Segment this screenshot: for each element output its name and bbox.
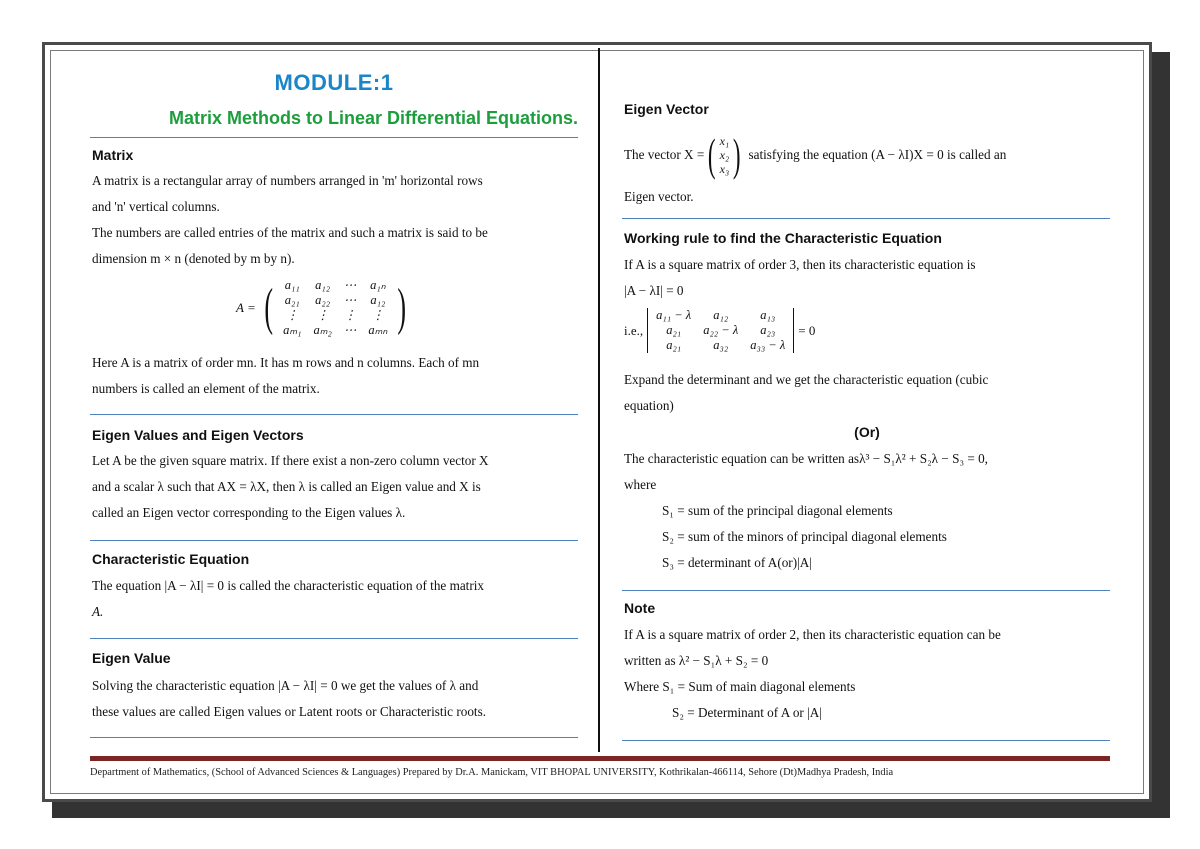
vector-entry: x₂ [719,148,730,162]
matrix-cell: a₂₂ [315,293,331,307]
section-rule [90,540,578,541]
matrix-cell: ⋯ [343,278,357,292]
or-label: (Or) [854,424,880,440]
matrix-cell: ⋮ [371,308,385,322]
module-subtitle: Matrix Methods to Linear Differential Equations. [168,108,578,128]
footer-bar [90,756,1110,761]
section-rule [90,414,578,415]
column-divider [598,48,600,752]
determinant-cell: a₃₂ [713,338,729,352]
vector-entry: x₁ [719,134,730,148]
eigen-heading: Eigen Values and Eigen Vectors [92,427,304,443]
section-rule [622,590,1110,591]
determinant-cell: a₁₃ [760,308,776,322]
matrix-cell: ⋮ [286,308,299,322]
section-rule [90,737,578,738]
note-heading: Note [624,600,656,616]
matrix-cell: ⋮ [316,308,329,322]
matrix-cell: ⋯ [343,293,357,307]
working-rule-heading: Working rule to find the Characteristic Equation [624,230,942,246]
determinant-cell: a₁₁ − λ [656,308,692,322]
note-text: If A is a square matrix of order 2, then its characteristic equation can be written as λ² − S₁λ + S₂ = 0 Where S₁ = Sum of main diagonal elements S₂ = Determinant of A or |A| [624,627,1001,720]
matrix-cell: ⋯ [343,323,357,337]
matrix-cell: aₘ₂ [313,323,332,337]
determinant-cell: a₂₃ [760,323,776,337]
module-title: MODULE:1 [274,70,394,95]
matrix-cell: ⋮ [343,308,357,322]
determinant-cell: a₂₁ [666,323,682,337]
matrix-cell: a₁₁ [284,278,300,292]
matrix-cell: a₁ₙ [370,278,386,292]
char-eq-heading: Characteristic Equation [92,551,250,567]
matrix-cell: aₘ₁ [283,323,302,337]
matrix-A [277,278,393,338]
matrix-cell: a₂₁ [284,293,300,307]
working-rule-text-2: Expand the determinant and we get the characteristic equation (cubic equation) [624,372,989,413]
matrix-cell: a₁₂ [315,278,331,292]
section-rule [90,638,578,639]
eigen-text: Let A be the given square matrix. If there exist a non-zero column vector X and a scalar λ such that AX = λX, then λ is called an Eigen value and X is called an Eigen vector corresponding to the Eigen values λ. [92,453,489,520]
eigen-value-heading: Eigen Value [92,650,171,666]
vector-X [720,134,730,176]
matrix-equation: A = ( a₁₁ a₁₂ ⋯ a₁ₙ a₂₁ a₂₂ ⋯ a₁₂ ⋮ ⋮ ⋮ ⋮ aₘ₁ aₘ₂ ⋯ aₘₙ ) [236,278,407,337]
section-rule [622,740,1110,741]
matrix-cell: a₁₂ [370,293,386,307]
determinant [650,308,791,353]
eigen-vector-text: The vector X = ( x₁ x₂ x₃ ) satisfying the equation (A − λI)X = 0 is called an Eigen vector. [624,129,1007,204]
working-rule-text-3: The characteristic equation can be written asλ³ − S₁λ² + S₂λ − S₃ = 0, where S₁ = sum of the principal diagonal elements S₂ = sum of the minors of principal diagonal elements S₃ = determinant of A(or)|A| [624,451,988,570]
eigen-value-text: Solving the characteristic equation |A − λI| = 0 we get the values of λ and these values are called Eigen values or Latent roots or Characteristic roots. [92,678,487,719]
section-rule [622,218,1110,219]
eigen-vector-heading: Eigen Vector [624,101,709,117]
determinant-cell: a₂₁ [666,338,682,352]
matrix-heading: Matrix [92,147,134,163]
determinant-cell: a₂₂ − λ [703,323,739,337]
char-eq-text: The equation |A − λI| = 0 is called the characteristic equation of the matrix A. [92,578,484,619]
footer-text: Department of Mathematics, (School of Advanced Sciences & Languages) Prepared by Dr.A. Manickam, VIT BHOPAL UNIVERSITY, Kothrikalan-466114, Sehore (Dt)Madhya Pradesh, India [90,767,894,778]
matrix-order-text: Here A is a matrix of order mn. It has m rows and n columns. Each of mn numbers is called an element of the matrix. [92,355,480,396]
matrix-cell: aₘₙ [368,323,388,337]
determinant-cell: a₃₃ − λ [750,338,786,352]
vector-entry: x₃ [719,162,730,176]
working-rule-text: If A is a square matrix of order 3, then its characteristic equation is |A − λI| = 0 [624,257,976,298]
matrix-text: A matrix is a rectangular array of numbers arranged in 'm' horizontal rows and 'n' vertical columns. The numbers are called entries of the matrix and such a matrix is said to be dimension m × n (denoted by m by n). [92,173,488,266]
determinant-equation: i.e., a₁₁ − λ a₁₂ a₁₃ a₂₁ a₂₂ − λ a₂₃ a₂₁ a₃₂ a₃₃ − λ = 0 [624,308,816,352]
section-rule [90,137,578,138]
determinant-cell: a₁₂ [713,308,729,322]
